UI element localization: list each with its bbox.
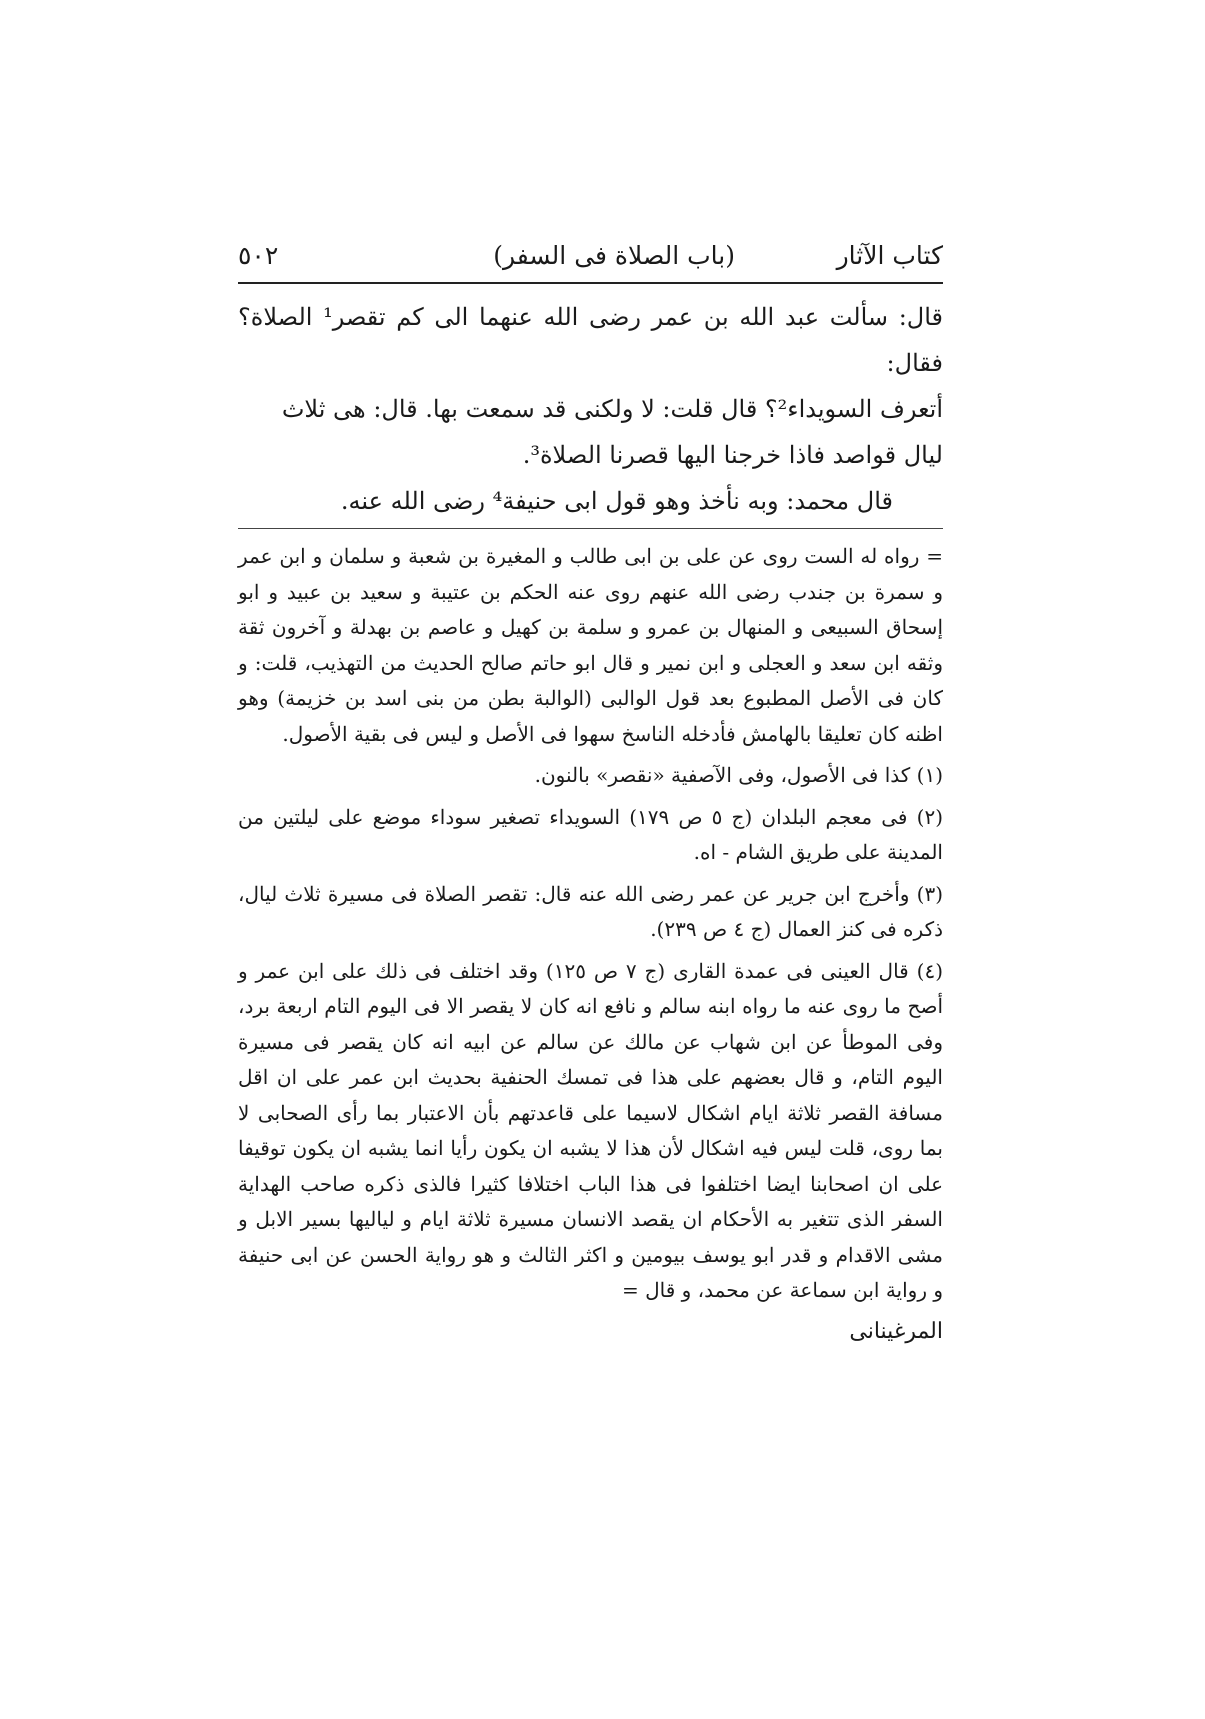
page-header [238,238,943,278]
chapter-title: (باب الصلاة فى السفر) [493,241,735,270]
page [238,238,943,1349]
book-title: كتاب الآثار [836,241,943,270]
footnote-3: (٣) وأخرج ابن جرير عن عمر رضى الله عنه قال: تقصر الصلاة فى مسيرة ثلاث ليال، ذكره فى كنز العمال (ج ٤ ص ٢٣٩). [238,881,943,941]
footnote-continuation: = رواه له الست روى عن على بن ابى طالب و المغيرة بن شعبة و سلمان و ابن عمر و سمرة بن جندب رضى الله عنهم روى عنه الحكم بن عتيبة و سعيد بن عبيد و ابو إسحاق السبيعى و المنهال بن عمرو و سلمة بن كهيل و عاصم بن بهدلة و آخرون ثقة وثقه ابن سعد و العجلى و ابن نمير و قال ابو حاتم صالح الحديث من التهذيب، قلت: و كان فى الأصل المطبوع بعد قول الوالبى (الوالبة بطن من بنى اسد بن خزيمة) وهو اظنه كان تعليقا بالهامش فأدخله الناسخ سهوا فى الأصل و ليس فى بقية الأصول. [238,544,943,746]
catchword: المرغينانى [849,1318,943,1344]
main-text-line: أتعرف السويداء²؟ قال قلت: لا ولكنى قد سمعت بها. قال: هى ثلاث [281,395,943,423]
footnote-rule [238,528,943,529]
footnotes [238,539,943,1309]
page-number: ٥٠٢ [238,241,279,270]
footnote-1: (١) كذا فى الأصول، وفى الآصفية «نقصر» بالنون. [534,763,943,787]
main-text-line: قال محمد: وبه نأخذ وهو قول ابى حنيفة⁴ رضى الله عنه. [340,487,893,515]
main-text-line: قال: سألت عبد الله بن عمر رضى الله عنهما الى كم تقصر¹ الصلاة؟ فقال: [238,303,943,377]
header-rule [238,282,943,284]
footnote-2: (٢) فى معجم البلدان (ج ٥ ص ١٧٩) السويداء تصغير سوداء موضع على ليلتين من المدينة على طريق الشام - اه. [238,804,943,864]
main-text-line: ليال قواصد فاذا خرجنا اليها قصرنا الصلاة³. [522,441,943,469]
main-text [238,294,943,524]
footnote-4: (٤) قال العينى فى عمدة القارى (ج ٧ ص ١٢٥) وقد اختلف فى ذلك على ابن عمر و أصح ما روى عنه ما رواه ابنه سالم و نافع انه كان لا يقصر الا فى اليوم التام اربعة برد، وفى الموطأ عن ابن شهاب عن مالك عن سالم عن ابيه انه كان يقصر فى مسيرة اليوم التام، و قال بعضهم على هذا فى تمسك الحنفية بحديث ابن عمر على ان اقل مسافة القصر ثلاثة ايام اشكال لاسيما على قاعدتهم بأن الاعتبار بما رأى الصحابى لا بما روى، قلت ليس فيه اشكال لأن هذا لا يشبه ان يكون رأيا انما يشبه ان يكون توقيفا على ان اصحابنا ايضا اختلفوا فى هذا الباب اختلافا كثيرا فالذى ذكره صاحب الهداية السفر الذى تتغير به الأحكام ان يقصد الانسان مسيرة ثلاثة ايام و لياليها بسير الابل و مشى الاقدام و قدر ابو يوسف بيومين و اكثر الثالث و هو رواية الحسن عن ابى حنيفة و رواية ابن سماعة عن محمد، و قال = [238,958,944,1302]
